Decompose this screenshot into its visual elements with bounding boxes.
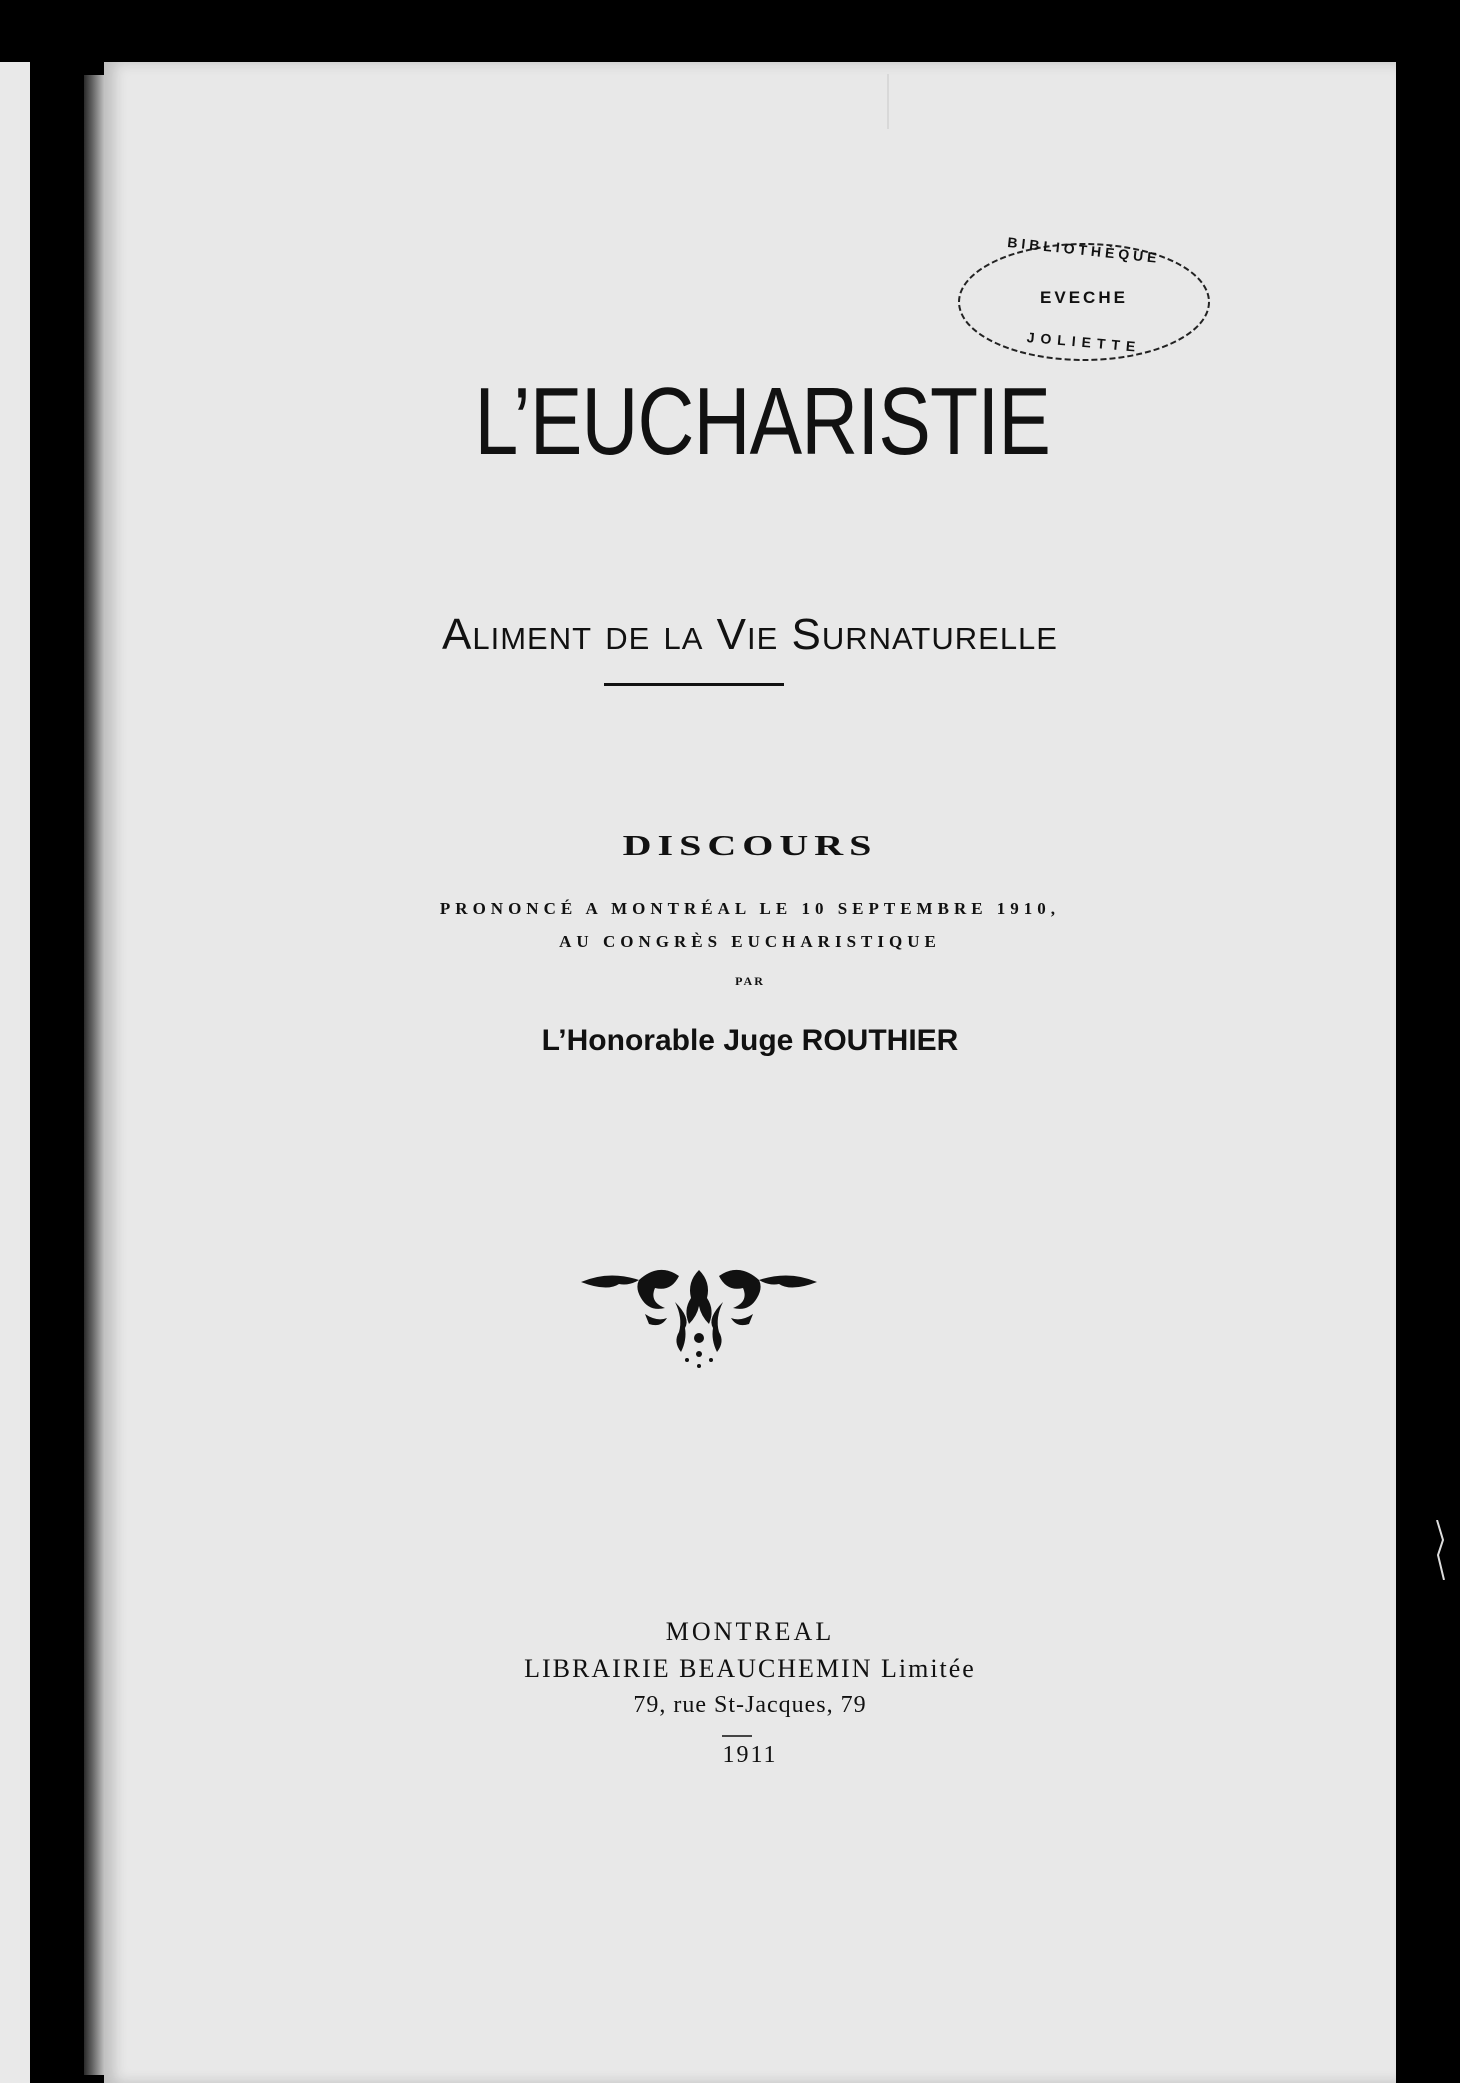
stamp-middle-text: EVECHE — [1040, 288, 1128, 307]
stamp-top-text: BIBLIOTHÈQUE — [1006, 234, 1162, 266]
book-title: L’EUCHARISTIE — [474, 368, 1051, 475]
book-subtitle: Aliment de la Vie Surnaturelle — [442, 610, 1058, 659]
delivery-line-1: PRONONCÉ A MONTRÉAL LE 10 SEPTEMBRE 1910, — [439, 899, 1061, 918]
book-spine — [84, 75, 106, 2075]
page-content — [104, 62, 1396, 2083]
library-stamp — [949, 232, 1219, 372]
author-name: L’Honorable Juge ROUTHIER — [541, 1024, 959, 1057]
title-rule — [604, 683, 784, 686]
imprint-year: 1911 — [722, 1742, 778, 1768]
discours-heading: DISCOURS — [622, 829, 878, 862]
imprint-city: MONTREAL — [665, 1617, 835, 1646]
par-label: PAR — [735, 974, 765, 988]
imprint-rule — [722, 1735, 752, 1737]
stamp-bottom-text: JOLIETTE — [1026, 329, 1142, 355]
title-page — [104, 62, 1396, 2083]
delivery-line-2: AU CONGRÈS EUCHARISTIQUE — [559, 932, 941, 951]
imprint-address: 79, rue St-Jacques, 79 — [633, 1692, 867, 1718]
previous-page-edge — [0, 62, 30, 2083]
ornament-icon — [579, 1262, 819, 1372]
scan-edge-mark — [1435, 1520, 1445, 1580]
imprint-publisher: LIBRAIRIE BEAUCHEMIN Limitée — [524, 1654, 976, 1683]
